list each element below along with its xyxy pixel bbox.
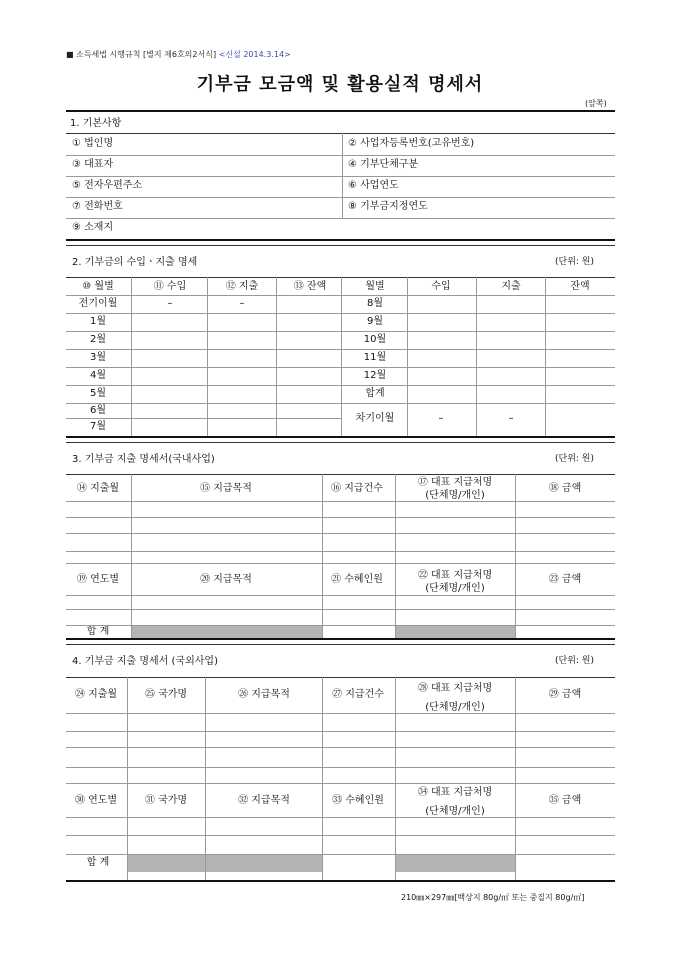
dash-mark: – [239, 298, 245, 309]
col-header-month-right: 월별 [365, 281, 385, 292]
grid-line [545, 277, 546, 436]
divider [66, 197, 615, 198]
col-header-amount: ㉙ 금액 [548, 689, 582, 700]
section3-title: 3. 기부금 지출 명세서(국내사업) [72, 454, 215, 465]
col-header-purpose: ㉖ 지급목적 [238, 689, 290, 700]
grid-line [322, 474, 323, 638]
row-label-month: 5월 [89, 388, 107, 399]
col-header-recipient: ㉞ 대표 지급처명 (단체명/개인) [417, 787, 493, 817]
grid-line [407, 277, 408, 436]
grid-line [66, 713, 615, 714]
divider [66, 155, 615, 156]
field-address: ⑨ 소재지 [72, 222, 114, 233]
regulation-reference: ■ 소득세법 시행규칙 [별지 제6호의2서식] <신설 2014.3.14> [66, 50, 291, 59]
grid-line [127, 677, 128, 880]
col-header-expense: ⑫ 지출 [225, 281, 259, 292]
row-label-month: 4월 [89, 370, 107, 381]
grid-line [131, 474, 132, 638]
col-header-expense-month: ㉔ 지출월 [74, 689, 118, 700]
grid-line [395, 474, 396, 638]
field-donation-org-type: ④ 기부단체구분 [348, 159, 419, 170]
section-separator [66, 644, 615, 645]
section-separator [66, 239, 615, 241]
total-label: 합 계 [86, 857, 110, 868]
row-label-month: 9월 [366, 316, 384, 327]
grid-line [515, 677, 516, 880]
col-header-amount: ㉓ 금액 [548, 574, 582, 585]
divider [342, 133, 343, 218]
grid-line [66, 731, 615, 732]
grid-line [341, 277, 342, 436]
bottom-border [66, 880, 615, 882]
grid-line [66, 817, 615, 818]
grid-line [205, 677, 206, 880]
grid-line [66, 747, 615, 748]
col-header-purpose: ㉜ 지급목적 [238, 795, 290, 806]
col-header-beneficiaries: ㉑ 수혜인원 [331, 574, 383, 585]
col-header-income-right: 수입 [431, 281, 451, 292]
divider [66, 176, 615, 177]
row-label-month: 8월 [366, 298, 384, 309]
grid-line [66, 854, 615, 855]
amendment-date: <신설 2014.3.14> [218, 50, 291, 59]
col-header-recipient: ㉘ 대표 지급처명 (단체명/개인) [417, 683, 493, 713]
field-designation-year: ⑧ 기부금지정연도 [348, 201, 428, 212]
col-header-amount: ㉟ 금액 [548, 795, 582, 806]
col-header-recipient: ⑰ 대표 지급처명 (단체명/개인) [417, 477, 493, 501]
grid-line [66, 533, 615, 534]
col-header-year: ⑲ 연도별 [76, 574, 120, 585]
section4-unit: (단위: 원) [555, 656, 594, 666]
row-label-month: 7월 [89, 421, 107, 432]
grid-line [476, 277, 477, 436]
section-separator [66, 245, 615, 246]
row-label-carried-forward: 전기이월 [78, 298, 118, 309]
divider [66, 474, 615, 475]
field-phone: ⑦ 전화번호 [72, 201, 123, 212]
grid-line [515, 474, 516, 638]
col-header-balance: ⑬ 잔액 [293, 281, 327, 292]
row-label-month: 12월 [363, 370, 387, 381]
row-label-total: 합계 [365, 388, 385, 399]
top-border [66, 110, 615, 112]
grid-line [66, 418, 341, 419]
dash-mark: – [167, 298, 173, 309]
col-header-amount: ⑱ 금액 [548, 483, 582, 494]
grid-line [66, 835, 615, 836]
grid-line [66, 563, 615, 564]
grid-line [207, 277, 208, 436]
col-header-year: ㉚ 연도별 [74, 795, 118, 806]
col-header-payment-count: ⑯ 지급건수 [331, 483, 383, 494]
col-header-expense-month: ⑭ 지출월 [76, 483, 120, 494]
section2-unit: (단위: 원) [555, 257, 594, 267]
section-separator [66, 638, 615, 640]
field-corporation-name: ① 법인명 [72, 138, 114, 149]
row-label-month: 1월 [89, 316, 107, 327]
total-shaded-cell [395, 625, 515, 638]
dash-mark: – [438, 413, 444, 424]
row-label-month: 6월 [89, 405, 107, 416]
divider [66, 218, 615, 219]
row-label-next-carryover: 차기이월 [355, 413, 395, 424]
form-title: 기부금 모금액 및 활용실적 명세서 [196, 74, 484, 95]
col-header-payment-count: ㉗ 지급건수 [332, 689, 384, 700]
row-label-month: 3월 [89, 352, 107, 363]
row-label-month: 11월 [363, 352, 387, 363]
row-label-month: 2월 [89, 334, 107, 345]
section-separator [66, 442, 615, 443]
divider [66, 677, 615, 678]
col-header-country: ㉛ 국가명 [144, 795, 188, 806]
grid-line [66, 595, 615, 596]
grid-line [131, 277, 132, 436]
total-shaded-cell [127, 854, 322, 872]
divider [66, 133, 615, 134]
col-header-expense-right: 지출 [501, 281, 521, 292]
section3-unit: (단위: 원) [555, 454, 594, 464]
grid-line [66, 609, 615, 610]
row-label-month: 10월 [363, 334, 387, 345]
field-representative: ③ 대표자 [72, 159, 114, 170]
field-business-registration-number: ② 사업자등록번호(고유번호) [348, 138, 475, 149]
section4-title: 4. 기부금 지출 명세서 (국외사업) [72, 656, 218, 667]
grid-line [276, 277, 277, 436]
section1-title: 1. 기본사항 [70, 118, 122, 129]
total-label: 합 계 [86, 626, 110, 637]
grid-line [66, 501, 615, 502]
grid-line [395, 677, 396, 880]
page-side-label: (앞쪽) [585, 99, 607, 108]
col-header-purpose: ⑳ 지급목적 [200, 574, 252, 585]
field-business-year: ⑥ 사업연도 [348, 180, 399, 191]
field-email: ⑤ 전자우편주소 [72, 180, 143, 191]
grid-line [66, 625, 615, 626]
col-header-recipient: ㉒ 대표 지급처명 (단체명/개인) [417, 570, 493, 594]
paper-spec: 210㎜×297㎜[백상지 80g/㎡ 또는 중질지 80g/㎡] [401, 893, 585, 902]
col-header-purpose: ⑮ 지급목적 [200, 483, 252, 494]
grid-line [66, 551, 615, 552]
dash-mark: – [508, 413, 514, 424]
col-header-beneficiaries: ㉝ 수혜인원 [332, 795, 384, 806]
section-separator [66, 436, 615, 438]
total-shaded-cell [395, 854, 515, 872]
col-header-country: ㉕ 국가명 [144, 689, 188, 700]
grid-line [66, 767, 615, 768]
total-shaded-cell [131, 625, 322, 638]
col-header-month: ⑩ 월별 [82, 281, 114, 292]
grid-line [66, 783, 615, 784]
grid-line [66, 517, 615, 518]
col-header-balance-right: 잔액 [570, 281, 590, 292]
section2-title: 2. 기부금의 수입ㆍ지출 명세 [72, 257, 198, 268]
col-header-income: ⑪ 수입 [153, 281, 187, 292]
grid-line [322, 677, 323, 880]
